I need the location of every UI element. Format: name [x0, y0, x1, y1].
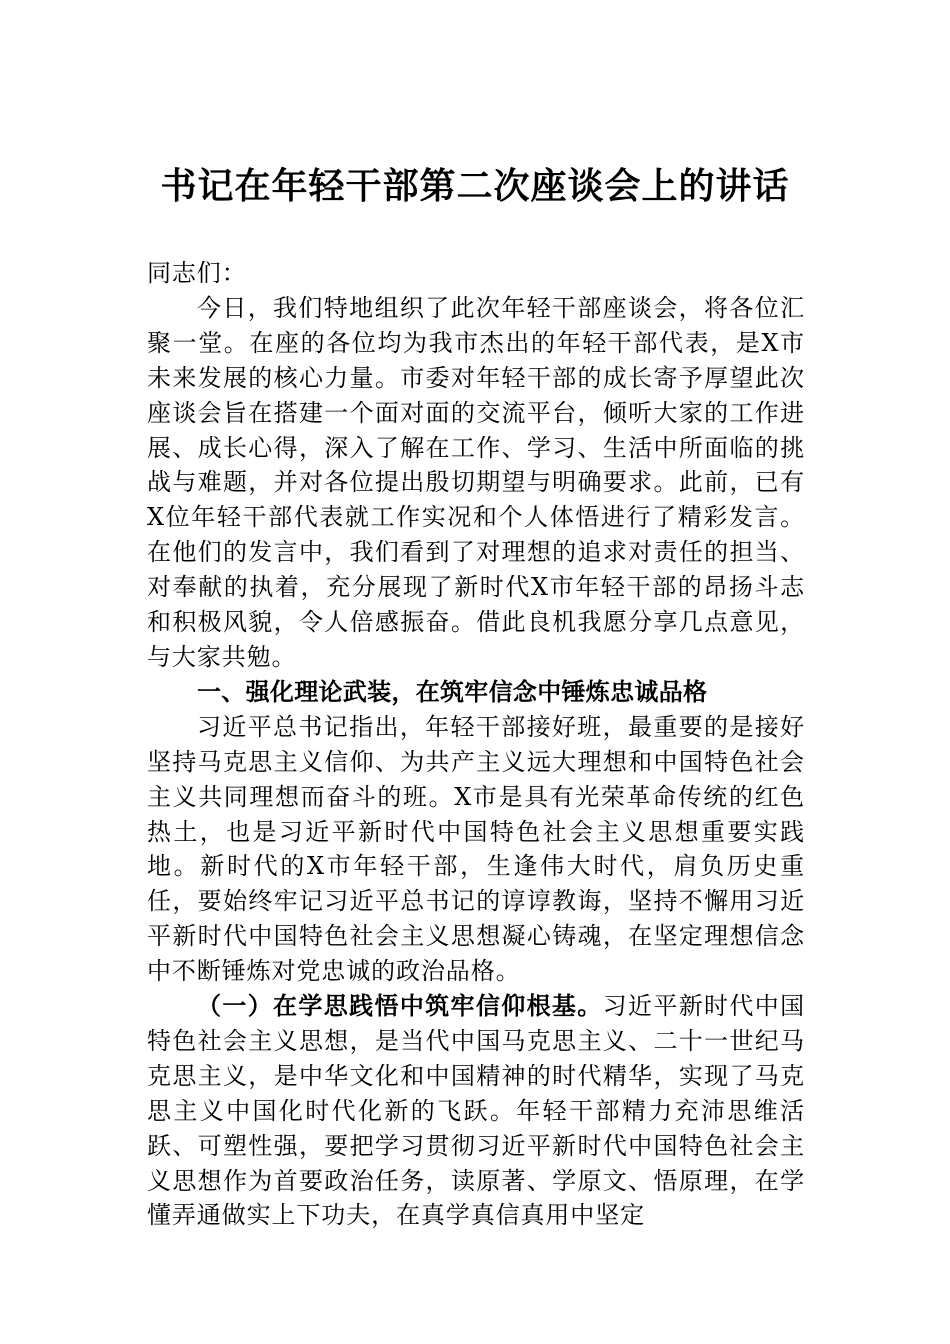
subsection-heading-1: （一）在学思践悟中筑牢信仰根基。	[197, 991, 603, 1021]
salutation: 同志们：	[147, 259, 247, 287]
document-body	[147, 256, 805, 1233]
paragraph-subsection-1	[147, 989, 805, 1233]
subsection-text-1: 习近平新时代中国特色社会主义思想，是当代中国马克思主义、二十一世纪马克思主义，是中华文化和中国精神的时代精华，实现了马克思主义中国化时代化新的飞跃。年轻干部精力充沛思维活跃、可塑性强，要把学习贯彻习近平新时代中国特色社会主义思想作为首要政治任务，读原著、学原文、悟原理，在学懂弄通做实上下功夫，在真学真信真用中坚定	[147, 992, 806, 1230]
section-heading-1: 一、强化理论武装，在筑牢信念中锤炼忠诚品格	[197, 677, 708, 706]
document-title: 书记在年轻干部第二次座谈会上的讲话	[160, 165, 790, 207]
paragraph-intro: 今日，我们特地组织了此次年轻干部座谈会，将各位汇聚一堂。在座的各位均为我市杰出的年轻干部代表，是X市未来发展的核心力量。市委对年轻干部的成长寄予厚望此次座谈会旨在搭建一个面对面的交流平台，倾听大家的工作进展、成长心得，深入了解在工作、学习、生活中所面临的挑战与难题，并对各位提出殷切期望与明确要求。此前，已有X位年轻干部代表就工作实况和个人体悟进行了精彩发言。在他们的发言中，我们看到了对理想的追求对责任的担当、对奉献的执着，充分展现了新时代X市年轻干部的昂扬斗志和积极风貌，令人倍感振奋。借此良机我愿分享几点意见，与大家共勉。	[147, 293, 805, 671]
paragraph-section-1: 习近平总书记指出，年轻干部接好班，最重要的是接好坚持马克思主义信仰、为共产主义远大理想和中国特色社会主义共同理想而奋斗的班。X市是具有光荣革命传统的红色热土，也是习近平新时代中国特色社会主义思想重要实践地。新时代的X市年轻干部，生逢伟大时代，肩负历史重任，要始终牢记习近平总书记的谆谆教诲，坚持不懈用习近平新时代中国特色社会主义思想凝心铸魂，在坚定理想信念中不断锤炼对党忠诚的政治品格。	[147, 712, 805, 986]
